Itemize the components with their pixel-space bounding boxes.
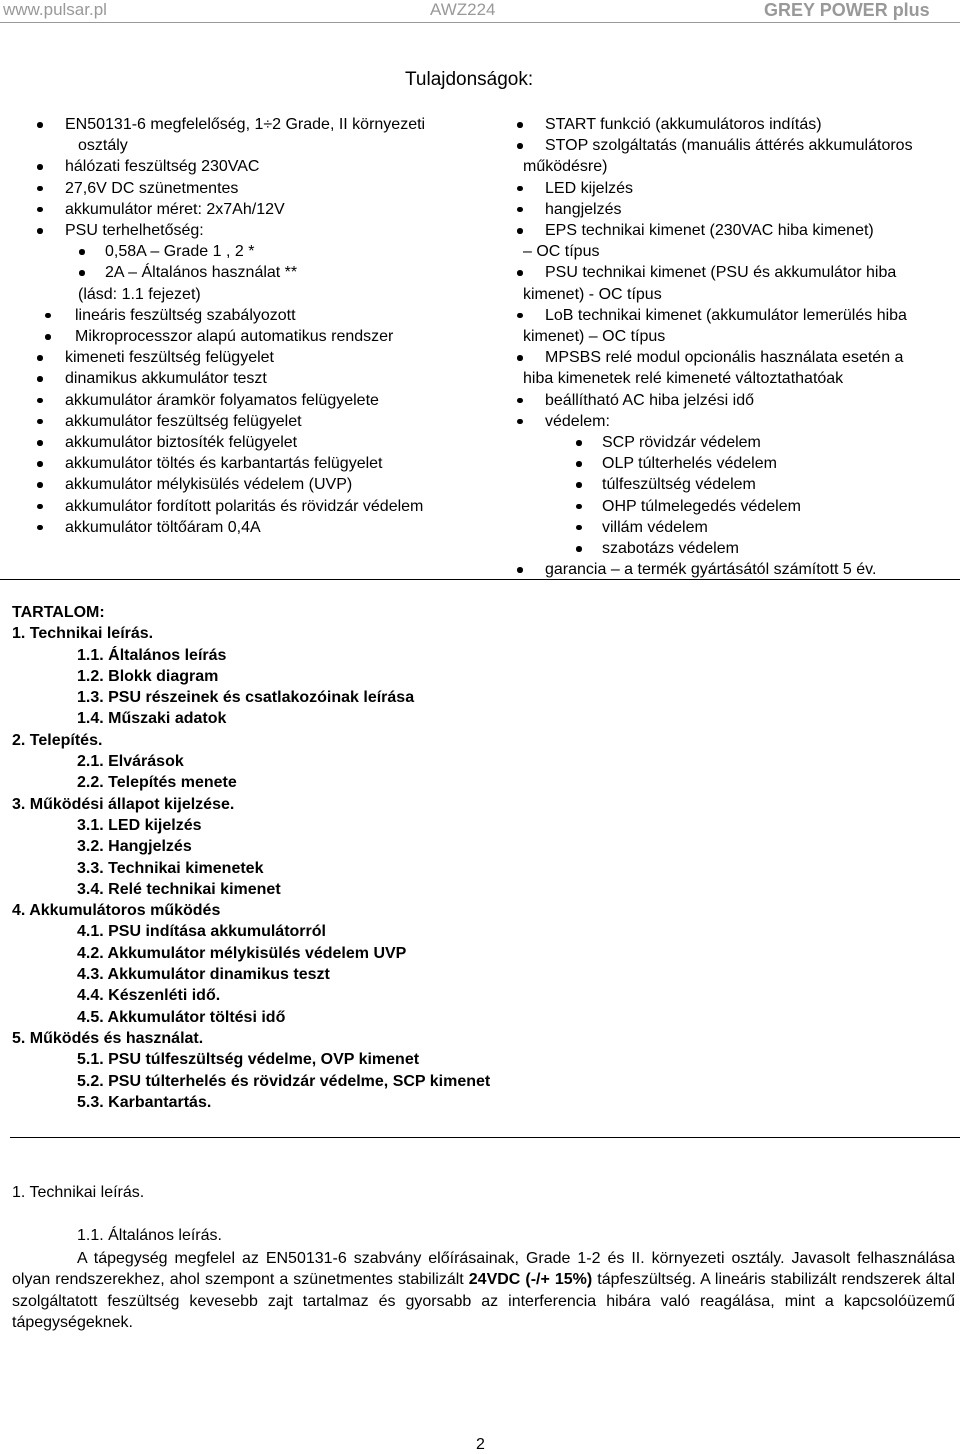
feature-subitem: villám védelem	[490, 517, 960, 538]
feature-item-continuation: kimenet) – OC típus	[523, 328, 666, 346]
feature-item-continuation: kimenet) - OC típus	[523, 285, 662, 303]
paragraph-text: tápfeszültség. A lineáris stabilizált rendszerek által szolgáltatott feszültség kevesebb zajt tartalmaz és gyorsabb az interferencia hibára való reagálása, mint a kapcsolóüzemű tápegységeknek.	[12, 1271, 956, 1331]
toc-item: 2. Telepítés.	[12, 731, 103, 749]
feature-item: MPSBS relé modul opcionális használata esetén a	[490, 347, 960, 368]
features-left-column	[10, 114, 485, 538]
section-divider	[10, 1137, 960, 1138]
toc-item: 5. Működés és használat.	[12, 1029, 204, 1047]
feature-item: Mikroprocesszor alapú automatikus rendszer	[10, 326, 485, 347]
feature-item-continuation: – OC típus	[523, 243, 600, 261]
paragraph-indent	[12, 1250, 77, 1267]
feature-item: START funkció (akkumulátoros indítás)	[490, 114, 960, 135]
toc-subitem: 4.2. Akkumulátor mélykisülés védelem UVP	[77, 944, 407, 962]
page-header	[0, 0, 960, 22]
toc-subitem: 4.5. Akkumulátor töltési idő	[77, 1008, 286, 1026]
feature-item: akkumulátor töltőáram 0,4A	[10, 517, 485, 538]
toc-subitem: 4.3. Akkumulátor dinamikus teszt	[77, 966, 330, 984]
toc-subitem: 2.1. Elvárások	[77, 753, 184, 771]
toc-subitem: 1.4. Műszaki adatok	[77, 710, 227, 728]
feature-item: LED kijelzés	[490, 178, 960, 199]
feature-item-continuation: (lásd: 1.1 fejezet)	[78, 285, 201, 303]
feature-subitem: OHP túlmelegedés védelem	[490, 496, 960, 517]
toc-subitem: 4.4. Készenléti idő.	[77, 987, 221, 1005]
feature-item: akkumulátor mélykisülés védelem (UVP)	[10, 474, 485, 495]
body-paragraph	[12, 1248, 955, 1333]
feature-item: beállítható AC hiba jelzési idő	[490, 390, 960, 411]
feature-item-continuation: osztály	[78, 137, 128, 155]
feature-item: 27,6V DC szünetmentes	[10, 178, 485, 199]
feature-item: hangjelzés	[490, 199, 960, 220]
toc-subitem: 5.1. PSU túlfeszültség védelme, OVP kimenet	[77, 1051, 420, 1069]
features-right-column	[490, 114, 960, 580]
paragraph-emphasis: 24VDC (-/+ 15%)	[468, 1271, 593, 1289]
feature-subitem: szabotázs védelem	[490, 538, 960, 559]
feature-item: hálózati feszültség 230VAC	[10, 156, 485, 177]
header-product: GREY POWER plus	[764, 0, 930, 20]
header-divider	[0, 22, 960, 23]
feature-item: PSU terhelhetőség:	[10, 220, 485, 241]
feature-item: akkumulátor biztosíték felügyelet	[10, 432, 485, 453]
feature-item: garancia – a termék gyártásától számított 5 év.	[490, 559, 960, 580]
feature-item: akkumulátor fordított polaritás és rövidzár védelem	[10, 496, 485, 517]
page-number: 2	[476, 1436, 485, 1453]
feature-item: akkumulátor feszültség felügyelet	[10, 411, 485, 432]
feature-item: lineáris feszültség szabályozott	[10, 305, 485, 326]
feature-subitem: túlfeszültség védelem	[490, 474, 960, 495]
toc-item: 4. Akkumulátoros működés	[12, 902, 221, 920]
toc-subitem: 3.3. Technikai kimenetek	[77, 859, 264, 877]
toc-heading: TARTALOM:	[12, 604, 105, 621]
features-title: Tulajdonságok:	[405, 69, 534, 90]
feature-item: EN50131-6 megfelelőség, 1÷2 Grade, II környezeti	[10, 114, 485, 135]
feature-item: dinamikus akkumulátor teszt	[10, 368, 485, 389]
feature-item: LoB technikai kimenet (akkumulátor lemerülés hiba	[490, 305, 960, 326]
feature-item: akkumulátor méret: 2x7Ah/12V	[10, 199, 485, 220]
toc-subitem: 5.3. Karbantartás.	[77, 1093, 212, 1111]
toc-item: 3. Működési állapot kijelzése.	[12, 795, 235, 813]
feature-item: PSU technikai kimenet (PSU és akkumulátor hiba	[490, 262, 960, 283]
feature-item: EPS technikai kimenet (230VAC hiba kimenet)	[490, 220, 960, 241]
toc-subitem: 5.2. PSU túlterhelés és rövidzár védelme, SCP kimenet	[77, 1072, 491, 1090]
feature-item: védelem:	[490, 411, 960, 432]
feature-subitem: 2A – Általános használat **	[10, 262, 485, 283]
feature-item: akkumulátor áramkör folyamatos felügyelete	[10, 390, 485, 411]
toc-subitem: 1.1. Általános leírás	[77, 646, 227, 664]
toc-subitem: 2.2. Telepítés menete	[77, 774, 237, 792]
subsection-heading: 1.1. Általános leírás.	[77, 1227, 222, 1244]
toc-subitem: 1.3. PSU részeinek és csatlakozóinak leírása	[77, 689, 415, 707]
feature-item: STOP szolgáltatás (manuális áttérés akkumulátoros	[490, 135, 960, 156]
toc-subitem: 3.1. LED kijelzés	[77, 816, 202, 834]
toc-subitem: 4.1. PSU indítása akkumulátorról	[77, 923, 326, 941]
feature-item-continuation: működésre)	[523, 158, 608, 176]
feature-item-continuation: hiba kimenetek relé kimeneté változtathatóak	[523, 370, 844, 388]
feature-subitem: SCP rövidzár védelem	[490, 432, 960, 453]
toc-subitem: 3.2. Hangjelzés	[77, 838, 192, 856]
feature-subitem: OLP túlterhelés védelem	[490, 453, 960, 474]
feature-item: kimeneti feszültség felügyelet	[10, 347, 485, 368]
paragraph-text: A tápegység megfelel az EN50131-6 szabvány előírásainak, Grade 1-2 és II. környezeti osztály. Javasolt felhasználása olyan rendszerekhez, ahol szempont a szünetmentes stabilizált	[12, 1250, 955, 1289]
toc-subitem: 1.2. Blokk diagram	[77, 667, 219, 685]
toc-item: 1. Technikai leírás.	[12, 625, 154, 643]
feature-subitem: 0,58A – Grade 1 , 2 *	[10, 241, 485, 262]
table-of-contents	[12, 602, 490, 1113]
section-heading: 1. Technikai leírás.	[12, 1184, 145, 1201]
section-divider	[0, 579, 960, 580]
header-site[interactable]: www.pulsar.pl	[3, 0, 107, 19]
feature-item: akkumulátor töltés és karbantartás felügyelet	[10, 453, 485, 474]
header-model: AWZ224	[430, 0, 496, 19]
toc-subitem: 3.4. Relé technikai kimenet	[77, 880, 281, 898]
